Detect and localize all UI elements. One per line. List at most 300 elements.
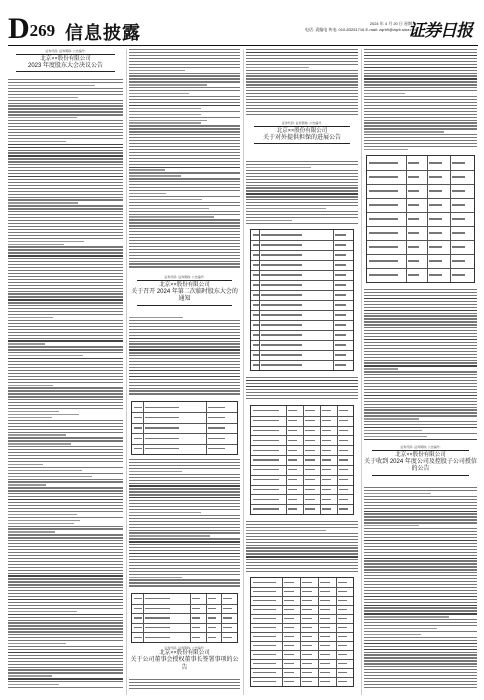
text-line [364,377,477,378]
table-column-rule [450,156,451,282]
text-line [129,370,240,371]
text-line [364,607,477,608]
text-line [364,120,477,121]
table-cell [305,450,315,451]
text-line [364,631,477,632]
text-line [8,103,123,104]
body-text [364,289,477,442]
table-cell [408,190,420,191]
table-cell [284,681,294,682]
table-cell [302,582,312,583]
table-row-rule [251,240,353,241]
text-line [129,574,240,575]
table-cell [429,176,442,177]
text-line [129,550,240,551]
text-line [8,170,123,171]
table-cell [338,591,348,592]
text-line [364,99,477,100]
table-cell [208,427,225,428]
table-cell [145,627,171,628]
header-rule [254,126,350,127]
table-cell [335,264,346,265]
text-line [364,401,477,402]
table-column-rule [333,230,334,370]
table-cell [261,274,301,275]
table-row-rule [251,270,353,271]
text-line [129,96,240,97]
text-line [8,432,123,433]
page-prefix: D [8,12,30,45]
table-cell [305,430,315,431]
table-cell [338,618,348,619]
text-line [8,293,123,294]
text-line [8,85,95,86]
table-column-rule [143,594,144,642]
text-line [364,105,477,106]
text-line [129,266,240,267]
text-line [8,346,123,347]
text-line [8,252,123,253]
table-cell [253,459,279,460]
table-column-rule [336,578,337,686]
text-line [246,52,358,53]
text-line [129,506,240,507]
text-line [129,205,240,206]
table-cell [320,582,330,583]
table-cell [369,176,398,177]
table-cell [253,479,279,480]
table-cell [208,637,217,638]
text-line [364,117,477,118]
text-line [129,541,240,542]
text-line [364,108,477,109]
text-line [8,628,123,629]
text-line [8,531,55,532]
text-line [8,584,123,585]
text-line [8,385,53,386]
table-cell [338,663,348,664]
table-cell [253,645,276,646]
table-cell [288,410,298,411]
table-cell [302,591,312,592]
table-cell [253,244,259,245]
text-line [129,500,240,501]
text-line [8,217,123,218]
announcement-meta: 证券代码: 证券简称: 公告编号: [45,49,86,53]
text-line [129,491,240,492]
text-line [129,497,240,498]
text-line [8,617,123,618]
text-line [8,214,123,215]
table-cell [288,420,298,421]
text-line [129,175,181,176]
text-line [8,561,123,562]
text-line [129,538,240,539]
text-line [364,315,477,316]
text-line [364,575,477,576]
text-line [364,511,477,512]
text-line [8,555,123,556]
table-cell [302,681,312,682]
text-line [8,296,123,297]
text-line [364,596,477,597]
table-cell [208,608,217,609]
text-line [129,61,240,62]
text-line [8,144,123,145]
text-line [8,446,123,447]
text-line [364,380,477,381]
text-line [364,421,477,422]
table-cell [253,354,259,355]
text-line [8,182,123,183]
table-cell [253,450,279,451]
text-line [129,349,240,350]
text-line [8,100,123,101]
text-line [8,97,78,98]
text-line [8,669,123,670]
table-row-rule [251,659,353,660]
text-line [364,534,477,535]
text-line [129,225,240,226]
announcement-meta: 证券代码: 证券简称: 公告编号: [164,646,205,650]
table-column-rule [206,594,207,642]
text-line [8,523,74,524]
text-line [364,395,477,396]
text-line [246,398,358,399]
text-line [129,140,240,141]
text-line [364,412,477,413]
table-cell [452,246,465,247]
text-line [8,387,123,388]
text-line [8,94,123,95]
page-number-mark [8,14,55,44]
text-line [364,96,477,97]
text-line [129,532,240,533]
table-cell [335,294,346,295]
text-line [8,117,77,118]
text-line [364,543,477,544]
text-line [364,531,477,532]
text-line [364,687,477,688]
text-line [364,292,477,293]
text-line [129,167,240,168]
text-line [8,608,123,609]
masthead-rule [8,45,478,46]
text-line [364,684,477,685]
header-rule [16,71,115,72]
company-name: 北京××股份有限公司 [159,650,210,656]
text-line [364,505,477,506]
text-line [129,64,240,65]
table-cell [369,190,398,191]
text-line [364,681,477,682]
table-cell [408,232,420,233]
text-line [364,383,477,384]
text-line [8,241,84,242]
text-line [8,672,123,673]
text-line [8,379,123,380]
text-line [129,169,165,170]
table-cell [253,440,279,441]
table-cell [305,489,315,490]
text-line [8,505,123,506]
text-line [364,345,477,346]
table-cell [253,663,276,664]
table-cell [288,469,298,470]
table-cell [408,246,420,247]
table-cell [452,260,465,261]
text-line [129,518,240,519]
text-line [364,61,477,62]
text-line [129,258,240,259]
text-line [8,205,123,206]
text-line [129,152,240,153]
text-line [246,542,358,543]
text-line [8,470,82,471]
text-line [129,556,240,557]
table-row-rule [251,290,353,291]
text-line [246,161,358,162]
table-cell [261,234,301,235]
table-cell [335,324,346,325]
text-line [364,374,477,375]
text-line [8,299,123,300]
table-row-rule [251,494,353,495]
text-line [364,102,477,103]
text-line [364,362,477,363]
text-line [364,73,477,74]
text-line [364,339,477,340]
text-line [364,310,477,311]
text-line [129,263,240,264]
table-cell [288,489,298,490]
text-line [129,249,240,250]
text-line [8,305,123,306]
table-column-rule [143,402,144,454]
table-row-rule [251,260,353,261]
text-line [8,264,123,265]
table-column-rule [286,406,287,514]
text-line [8,244,64,245]
text-line [129,477,240,478]
text-line [364,365,477,366]
text-line [246,565,358,566]
table-cell [429,190,442,191]
table-cell [302,609,312,610]
text-line [129,196,240,197]
table-row-rule [251,504,353,505]
text-line [129,535,210,536]
text-line [129,211,240,212]
text-line [129,172,240,173]
text-line [246,380,358,381]
table-cell [429,260,442,261]
announcement-header [8,49,123,73]
text-line [8,288,123,289]
text-line [129,252,240,253]
table-cell [208,617,217,618]
text-line [246,545,358,546]
announcement-title: 关于对外提供担保的进展公告 [262,134,341,141]
table-cell [408,162,420,163]
text-line [129,181,240,182]
text-line [8,496,123,497]
table-row-rule [251,250,353,251]
table-row-rule [132,412,237,413]
text-line [8,479,123,480]
text-line [364,430,422,431]
text-line [129,202,240,203]
text-line [8,176,123,177]
table-cell [339,499,348,500]
text-line [364,496,477,497]
text-line [129,547,240,548]
text-line [364,678,477,679]
text-line [129,385,240,386]
text-line [129,128,240,129]
text-line [364,49,477,50]
table-cell [253,410,279,411]
text-line [246,547,358,548]
text-line [8,279,123,280]
text-line [129,562,240,563]
text-line [129,471,182,472]
text-line [246,78,358,79]
text-line [8,270,123,271]
text-line [246,90,358,91]
text-line [246,196,358,197]
text-line [246,199,358,200]
text-line [246,568,358,569]
table-column-rule [259,230,260,370]
text-line [364,625,477,626]
text-line [129,544,240,545]
text-line [8,423,123,424]
text-line [8,138,123,139]
text-line [364,566,477,567]
text-line [364,143,477,144]
text-line [8,684,59,685]
table-cell [284,645,294,646]
text-line [8,687,123,688]
text-line [8,508,123,509]
body-text [246,49,358,117]
table-cell [335,344,346,345]
table-cell [223,627,232,628]
text-line [129,515,240,516]
text-line [8,414,79,415]
text-line [364,324,477,325]
issue-date: 2024 年 4 月 20 日 星期六 [369,21,416,26]
table-cell [320,627,330,628]
announcement-title: 关于收到 2024 年度公司及控股子公司授信的公告 [364,458,477,473]
text-line [8,678,123,679]
table-cell [429,274,442,275]
text-line [8,611,77,612]
announcement-title: 2023 年度股东大会决议公告 [27,62,103,69]
text-line [129,367,240,368]
text-line [364,128,477,129]
table-cell [253,304,259,305]
text-line [8,308,123,309]
text-line [129,376,240,377]
table-cell [288,450,298,451]
table-cell [192,598,201,599]
text-line [364,122,477,123]
text-line [364,386,477,387]
text-line [8,329,123,330]
text-line [246,559,358,560]
table-row-rule [251,623,353,624]
text-line [8,267,123,268]
table-cell [322,459,331,460]
text-line [364,654,477,655]
text-line [129,343,240,344]
table-row-rule [251,605,353,606]
text-line [246,96,358,97]
text-line [364,584,477,585]
text-line [364,519,477,520]
text-line [129,108,201,109]
text-line [246,49,358,50]
text-line [129,390,240,391]
table-cell [320,654,330,655]
table-cell [339,459,348,460]
table-cell [339,440,348,441]
text-line [8,173,123,174]
text-line [8,194,123,195]
column-1 [8,49,123,695]
text-line [8,420,123,421]
text-line [129,579,240,580]
header-rule [137,280,232,281]
table-cell [302,618,312,619]
text-line [246,93,358,94]
table-column-rule [320,406,321,514]
text-line [246,562,358,563]
text-line [246,111,358,112]
data-table [250,577,354,687]
table-cell [339,410,348,411]
text-line [8,402,123,403]
text-line [129,131,240,132]
table-cell [302,636,312,637]
table-cell [320,609,330,610]
table-cell [305,469,315,470]
text-line [8,614,123,615]
company-name: 北京××股份有限公司 [395,451,446,458]
table-cell [223,608,232,609]
text-line [364,549,477,550]
table-row-rule [132,444,237,445]
text-line [129,190,240,191]
table-cell [338,672,348,673]
table-cell [253,234,259,235]
text-line [129,246,240,247]
text-line [364,327,477,328]
text-line [8,526,123,527]
masthead [0,0,484,46]
table-cell [335,254,346,255]
table-cell [338,681,348,682]
table-row-rule [251,677,353,678]
text-line [364,487,477,488]
text-line [8,449,123,450]
table-row-rule [251,330,353,331]
text-line [8,549,123,550]
text-line [8,147,123,148]
text-line [129,512,201,513]
